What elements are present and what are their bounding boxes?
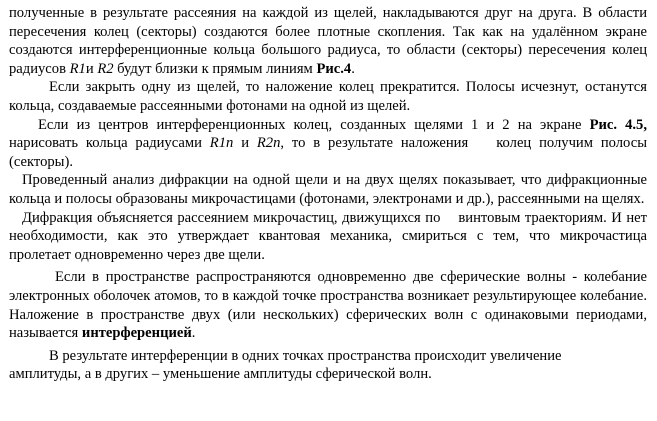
symbol-r2: R2 <box>97 60 114 77</box>
paragraph-1 <box>9 4 647 78</box>
paragraph-6-text: Если в пространстве распространяются одновременно две сферические волны - колебание электронных оболочек атомов, то в каждой точке пространства возникает результирующее колебание. Наложение в пространстве двух (или нескольких) сферических волн с одинаковыми периодами, называется <box>9 269 647 342</box>
paragraph-2-text: Если закрыть одну из щелей, то наложение колец прекратится. Полосы исчезнут, останутся кольца, создаваемые рассеянными фотонами на одной из щелей. <box>9 79 647 114</box>
symbol-r2n: R2n <box>256 135 281 152</box>
symbol-r1: R1 <box>69 60 86 77</box>
paragraph-1-tail: будут близки к прямым линиям <box>113 60 317 77</box>
paragraph-7 <box>9 347 647 384</box>
paragraph-7-line-2: амплитуды, а в других – уменьшение амплитуды сферической волн. <box>9 366 432 383</box>
paragraph-4-text: Проведенный анализ дифракции на одной щели и на двух щелях показывает, что дифракционные кольца и полосы образованы микрочастицами (фотонами, электронами и др.), рассеянными на щелях. <box>9 172 647 207</box>
symbol-r1n: R1n <box>209 135 234 152</box>
paragraph-5-text: Дифракция объясняется рассеянием микрочастиц, движущихся по <box>22 209 441 226</box>
paragraph-6 <box>9 268 647 342</box>
figure-reference: Рис.4 <box>316 60 352 77</box>
paragraph-4 <box>9 171 647 208</box>
paragraph-5 <box>9 209 647 265</box>
paragraph-3-text: Если из центров интерференционных колец, созданных щелями 1 и 2 на экране <box>38 116 590 133</box>
figure-reference: Рис. 4.5, <box>589 116 647 133</box>
paragraph-2 <box>9 78 647 115</box>
paragraph-5-tail: винтовым траекториям. И нет необходимости, как это утверждает квантовая механика, смириться с тем, что микрочастица пролетает одновременно через две щели. <box>9 209 647 263</box>
conjunction: и <box>241 135 249 152</box>
paragraph-3-tail2: колец получим полосы (секторы). <box>9 135 647 170</box>
paragraph-3-mid: нарисовать кольца радиусами <box>9 135 210 152</box>
paragraph-7-line-1: В результате интерференции в одних точках пространства происходит увеличение <box>49 347 562 364</box>
paragraph-6-end: . <box>191 325 196 342</box>
paragraph-1-end: . <box>351 60 355 77</box>
conjunction: и <box>85 60 94 77</box>
paragraph-3 <box>9 116 647 172</box>
bold-term: интерференцией <box>81 325 192 342</box>
paragraph-3-tail: , то в результате наложения <box>280 135 469 152</box>
paragraph-1-text: полученные в результате рассеяния на каждой из щелей, накладываются друг на друга. В области пересечения колец (секторы) создаются более плотные скопления. Так как на удалённом экране создаются интерференционные кольца большого радиуса, то области (секторы) пересечения колец радиусов <box>9 5 647 77</box>
